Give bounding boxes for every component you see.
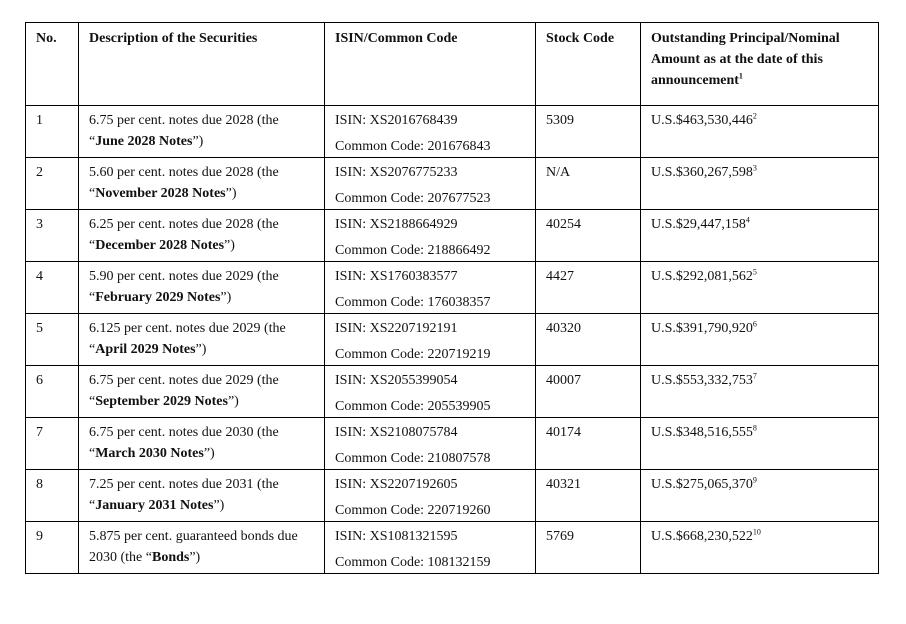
table-row (26, 418, 879, 470)
row-number: 6 (26, 366, 79, 418)
row-description: 6.75 per cent. notes due 2028 (the “June 2028 Notes”) (79, 106, 325, 158)
row-description: 6.125 per cent. notes due 2029 (the “April 2029 Notes”) (79, 314, 325, 366)
description-text: 6.125 per cent. notes due 2029 (the (89, 321, 286, 336)
amount-value: U.S.$391,790,920 (651, 321, 753, 336)
description-text: 7.25 per cent. notes due 2031 (the (89, 477, 279, 492)
row-stock-code: 40254 (536, 210, 641, 262)
table-row (26, 522, 879, 574)
description-text: 6.75 per cent. notes due 2030 (the (89, 425, 279, 440)
row-isin-common-code (325, 210, 536, 262)
isin-code: ISIN: XS1081321595 (335, 529, 458, 544)
common-code: Common Code: 218866492 (335, 243, 491, 258)
row-isin-common-code (325, 106, 536, 158)
row-description: 6.75 per cent. notes due 2030 (the “March 2030 Notes”) (79, 418, 325, 470)
row-number: 3 (26, 210, 79, 262)
row-outstanding-amount (641, 366, 879, 418)
isin-code: ISIN: XS2188664929 (335, 217, 458, 232)
row-isin-common-code (325, 262, 536, 314)
short-name: April 2029 Notes (95, 342, 196, 357)
table-row (26, 262, 879, 314)
isin-code: ISIN: XS1760383577 (335, 269, 458, 284)
row-description: 6.25 per cent. notes due 2028 (the “December 2028 Notes”) (79, 210, 325, 262)
header-description: Description of the Securities (79, 23, 325, 106)
isin-code: ISIN: XS2016768439 (335, 113, 458, 128)
isin-code: ISIN: XS2076775233 (335, 165, 458, 180)
row-outstanding-amount (641, 210, 879, 262)
description-text: 6.75 per cent. notes due 2028 (the (89, 113, 279, 128)
common-code: Common Code: 176038357 (335, 295, 491, 310)
short-name: September 2029 Notes (95, 394, 228, 409)
amount-footnote-ref: 4 (745, 215, 750, 225)
short-name: June 2028 Notes (95, 134, 193, 149)
header-footnote-ref: 1 (738, 71, 743, 81)
amount-footnote-ref: 2 (752, 111, 757, 121)
amount-value: U.S.$29,447,158 (651, 217, 746, 232)
row-isin-common-code (325, 470, 536, 522)
common-code: Common Code: 205539905 (335, 399, 491, 414)
row-isin-common-code (325, 418, 536, 470)
amount-footnote-ref: 7 (752, 371, 757, 381)
row-number: 1 (26, 106, 79, 158)
short-name: December 2028 Notes (95, 238, 225, 253)
row-description: 5.875 per cent. guaranteed bonds due 2030 (the “Bonds”) (79, 522, 325, 574)
amount-value: U.S.$553,332,753 (651, 373, 753, 388)
common-code: Common Code: 210807578 (335, 451, 491, 466)
row-description: 7.25 per cent. notes due 2031 (the “January 2031 Notes”) (79, 470, 325, 522)
table-row (26, 366, 879, 418)
common-code: Common Code: 220719260 (335, 503, 491, 518)
row-stock-code: 4427 (536, 262, 641, 314)
row-stock-code: N/A (536, 158, 641, 210)
row-stock-code: 40320 (536, 314, 641, 366)
short-name: Bonds (151, 550, 190, 565)
row-stock-code: 5769 (536, 522, 641, 574)
row-stock-code: 5309 (536, 106, 641, 158)
short-name: January 2031 Notes (95, 498, 214, 513)
row-description: 5.60 per cent. notes due 2028 (the “November 2028 Notes”) (79, 158, 325, 210)
amount-value: U.S.$360,267,598 (651, 165, 753, 180)
table-row (26, 106, 879, 158)
row-isin-common-code (325, 158, 536, 210)
row-stock-code: 40174 (536, 418, 641, 470)
description-text: 6.75 per cent. notes due 2029 (the (89, 373, 279, 388)
common-code: Common Code: 220719219 (335, 347, 491, 362)
row-outstanding-amount (641, 470, 879, 522)
row-outstanding-amount (641, 522, 879, 574)
row-description: 5.90 per cent. notes due 2029 (the “February 2029 Notes”) (79, 262, 325, 314)
amount-value: U.S.$463,530,446 (651, 113, 753, 128)
amount-footnote-ref: 9 (752, 475, 757, 485)
header-row (26, 23, 879, 106)
amount-value: U.S.$348,516,555 (651, 425, 753, 440)
header-outstanding (641, 23, 879, 106)
header-no: No. (26, 23, 79, 106)
table-row (26, 158, 879, 210)
isin-code: ISIN: XS2207192605 (335, 477, 458, 492)
amount-value: U.S.$275,065,370 (651, 477, 753, 492)
row-number: 9 (26, 522, 79, 574)
amount-value: U.S.$292,081,562 (651, 269, 753, 284)
row-number: 4 (26, 262, 79, 314)
amount-footnote-ref: 10 (752, 527, 761, 537)
isin-code: ISIN: XS2108075784 (335, 425, 458, 440)
row-isin-common-code (325, 366, 536, 418)
header-stock-code: Stock Code (536, 23, 641, 106)
row-isin-common-code (325, 314, 536, 366)
header-outstanding-label: Outstanding Principal/Nominal Amount as at the date of this announcement (651, 31, 840, 88)
short-name: February 2029 Notes (95, 290, 221, 305)
common-code: Common Code: 108132159 (335, 555, 491, 570)
description-text: 6.25 per cent. notes due 2028 (the (89, 217, 279, 232)
row-description: 6.75 per cent. notes due 2029 (the “September 2029 Notes”) (79, 366, 325, 418)
common-code: Common Code: 201676843 (335, 139, 491, 154)
description-text: 5.875 per cent. guaranteed bonds due 2030 (the (89, 529, 298, 565)
amount-footnote-ref: 8 (752, 423, 757, 433)
table-row (26, 210, 879, 262)
row-outstanding-amount (641, 158, 879, 210)
row-isin-common-code (325, 522, 536, 574)
header-isin: ISIN/Common Code (325, 23, 536, 106)
amount-footnote-ref: 3 (752, 163, 757, 173)
securities-table (25, 22, 879, 574)
row-number: 2 (26, 158, 79, 210)
row-stock-code: 40007 (536, 366, 641, 418)
short-name: November 2028 Notes (95, 186, 226, 201)
table-body (26, 106, 879, 574)
row-number: 8 (26, 470, 79, 522)
amount-value: U.S.$668,230,522 (651, 529, 753, 544)
description-text: 5.90 per cent. notes due 2029 (the (89, 269, 279, 284)
row-outstanding-amount (641, 314, 879, 366)
row-outstanding-amount (641, 106, 879, 158)
amount-footnote-ref: 6 (752, 319, 757, 329)
row-outstanding-amount (641, 418, 879, 470)
row-stock-code: 40321 (536, 470, 641, 522)
row-outstanding-amount (641, 262, 879, 314)
amount-footnote-ref: 5 (752, 267, 757, 277)
common-code: Common Code: 207677523 (335, 191, 491, 206)
isin-code: ISIN: XS2055399054 (335, 373, 458, 388)
description-text: 5.60 per cent. notes due 2028 (the (89, 165, 279, 180)
short-name: March 2030 Notes (95, 446, 204, 461)
table-row (26, 314, 879, 366)
row-number: 5 (26, 314, 79, 366)
table-row (26, 470, 879, 522)
isin-code: ISIN: XS2207192191 (335, 321, 458, 336)
row-number: 7 (26, 418, 79, 470)
